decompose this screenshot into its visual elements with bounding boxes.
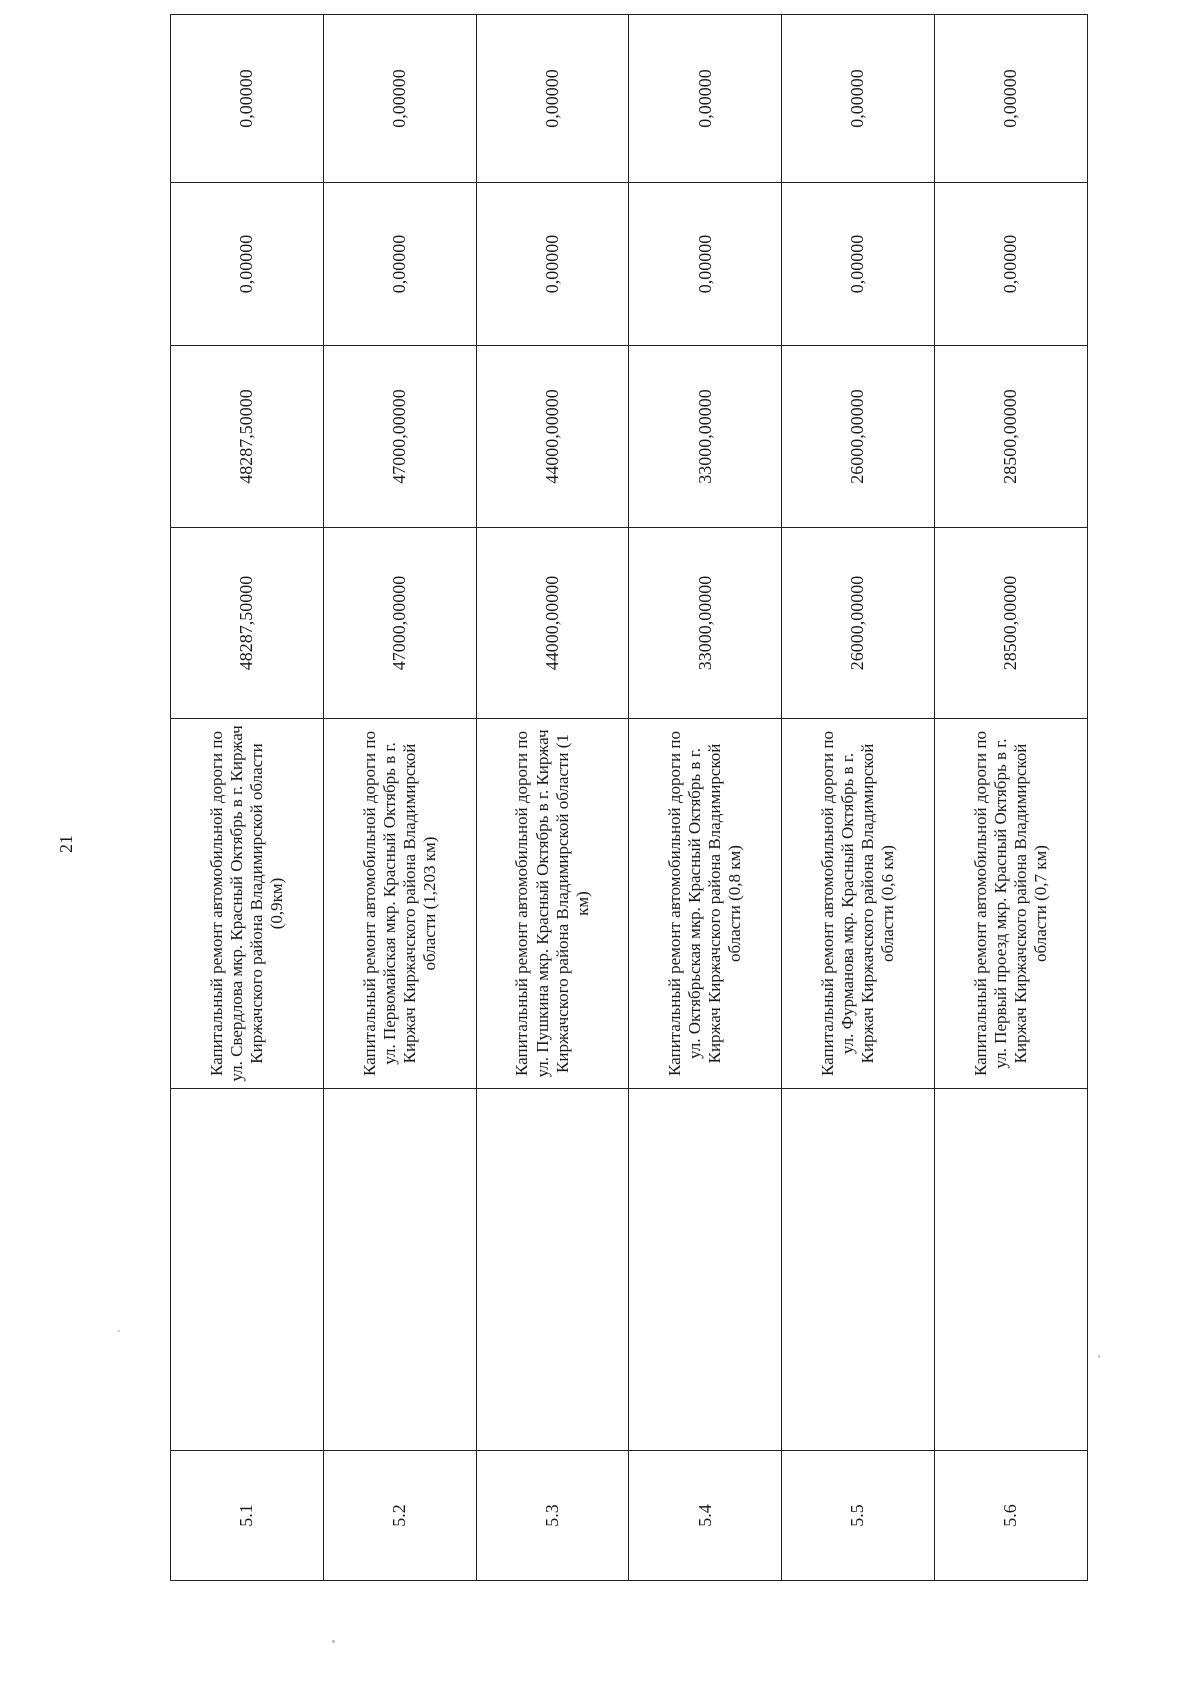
value-cell-4: 0,00000	[171, 15, 324, 183]
value-cell-1: 44000,00000	[476, 528, 629, 719]
funding-table	[170, 14, 1088, 1581]
value-cell-2: 47000,00000	[323, 346, 476, 528]
description-cell: Капитальный ремонт автомобильной дороги по ул. Пушкина мкр. Красный Октябрь в г. Киржач Киржачского района Владимирской области (1 км)	[476, 719, 629, 1089]
value-cell-3: 0,00000	[171, 183, 324, 346]
value-cell-2: 28500,00000	[935, 346, 1088, 528]
value-cell-2: 44000,00000	[476, 346, 629, 528]
table-row	[171, 15, 324, 1581]
row-number-cell: 5.5	[782, 1451, 935, 1581]
value-cell-3: 0,00000	[323, 183, 476, 346]
scan-speck	[332, 1640, 335, 1643]
table-container	[170, 69, 1088, 1581]
value-cell-1: 28500,00000	[935, 528, 1088, 719]
value-cell-2: 26000,00000	[782, 346, 935, 528]
row-number-cell: 5.6	[935, 1451, 1088, 1581]
description-cell: Капитальный ремонт автомобильной дороги по ул. Фурманова мкр. Красный Октябрь в г. Киржач Киржачского района Владимирской области (0,6 км)	[782, 719, 935, 1089]
value-cell-4: 0,00000	[476, 15, 629, 183]
value-cell-3: 0,00000	[629, 183, 782, 346]
value-cell-2: 33000,00000	[629, 346, 782, 528]
value-cell-1: 33000,00000	[629, 528, 782, 719]
description-cell: Капитальный ремонт автомобильной дороги по ул. Первомайская мкр. Красный Октябрь в г. Киржач Киржачского района Владимирской области (1,203 км)	[323, 719, 476, 1089]
empty-cell	[476, 1089, 629, 1451]
empty-cell	[323, 1089, 476, 1451]
table-body	[171, 15, 1088, 1581]
empty-cell	[171, 1089, 324, 1451]
value-cell-4: 0,00000	[629, 15, 782, 183]
value-cell-3: 0,00000	[476, 183, 629, 346]
empty-cell	[629, 1089, 782, 1451]
table-row	[629, 15, 782, 1581]
description-cell: Капитальный ремонт автомобильной дороги по ул. Октябрьская мкр. Красный Октябрь в г. Киржач Киржачского района Владимирской области (0,8 км)	[629, 719, 782, 1089]
table-row	[476, 15, 629, 1581]
row-number-cell: 5.1	[171, 1451, 324, 1581]
description-cell: Капитальный ремонт автомобильной дороги по ул. Свердлова мкр. Красный Октябрь в г. Киржач Киржачского района Владимирской области (0,9км)	[171, 719, 324, 1089]
page-number: 21	[56, 835, 76, 853]
value-cell-3: 0,00000	[782, 183, 935, 346]
empty-cell	[782, 1089, 935, 1451]
scan-speck	[1098, 1355, 1100, 1358]
description-cell: Капитальный ремонт автомобильной дороги по ул. Первый проезд мкр. Красный Октябрь в г. Киржач Киржачского района Владимирской области (0,7 км)	[935, 719, 1088, 1089]
rotated-table-frame	[170, 69, 1088, 1581]
table-row	[323, 15, 476, 1581]
value-cell-1: 47000,00000	[323, 528, 476, 719]
value-cell-3: 0,00000	[935, 183, 1088, 346]
value-cell-1: 26000,00000	[782, 528, 935, 719]
empty-cell	[935, 1089, 1088, 1451]
row-number-cell: 5.3	[476, 1451, 629, 1581]
value-cell-4: 0,00000	[323, 15, 476, 183]
table-row	[782, 15, 935, 1581]
value-cell-1: 48287,50000	[171, 528, 324, 719]
value-cell-4: 0,00000	[935, 15, 1088, 183]
row-number-cell: 5.4	[629, 1451, 782, 1581]
scan-speck	[118, 1330, 120, 1332]
value-cell-4: 0,00000	[782, 15, 935, 183]
table-row	[935, 15, 1088, 1581]
value-cell-2: 48287,50000	[171, 346, 324, 528]
row-number-cell: 5.2	[323, 1451, 476, 1581]
